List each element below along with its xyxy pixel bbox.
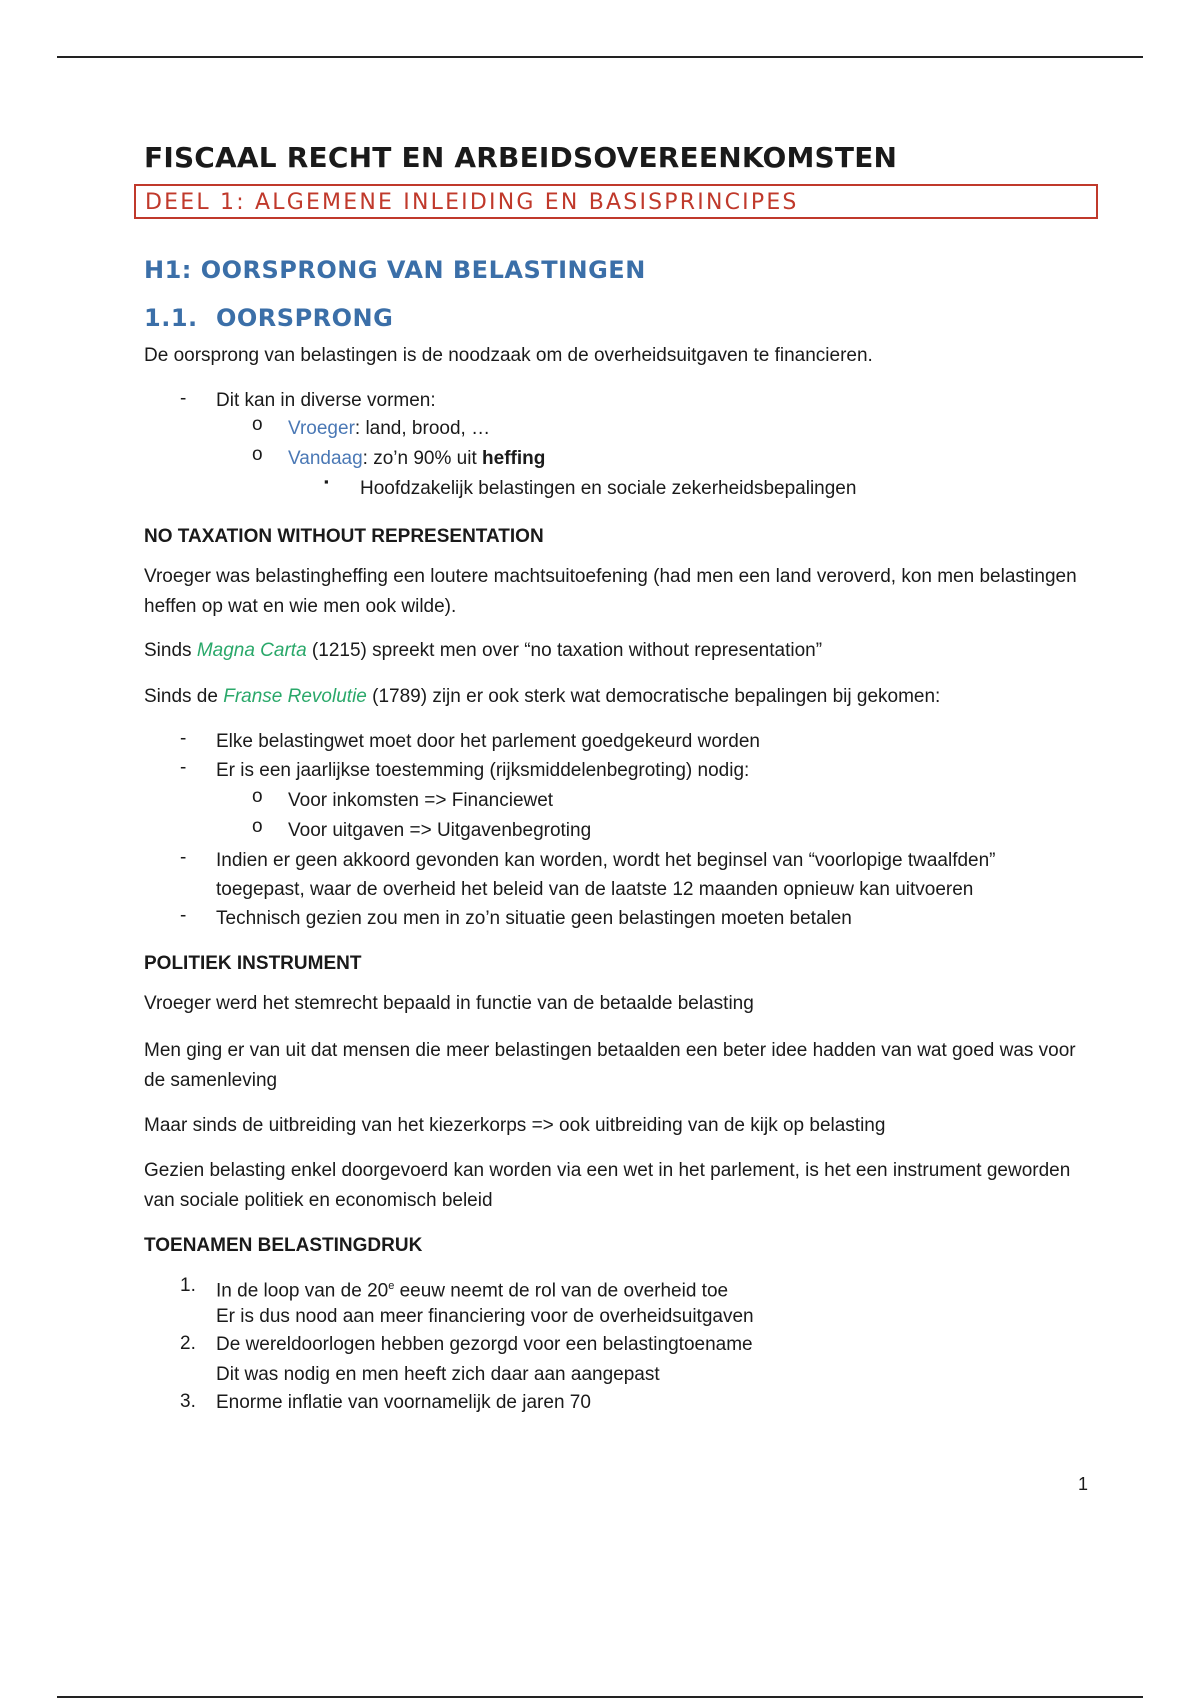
list-item: Technisch gezien zou men in zo’n situatie geen belastingen moeten betalen <box>216 908 852 929</box>
section-title: OORSPRONG <box>216 304 394 332</box>
list-number: 2. <box>180 1333 196 1354</box>
vandaag-text: : zo’n 90% uit <box>362 448 483 469</box>
list-item: Voor uitgaven => Uitgavenbegroting <box>288 820 592 841</box>
list-item-vandaag <box>288 444 545 473</box>
list-dash: - <box>180 847 187 868</box>
paragraph: Gezien belasting enkel doorgevoerd kan worden via een wet in het parlement, is het een instrument geworden van sociale politiek en economisch beleid <box>144 1160 1071 1211</box>
text: Sinds de <box>144 686 224 707</box>
document-title: FISCAAL RECHT EN ARBEIDSOVEREENKOMSTEN <box>144 141 898 174</box>
subheading-politiek-instrument: POLITIEK INSTRUMENT <box>144 953 362 974</box>
text: (1789) zijn er ook sterk wat democratische bepalingen bij gekomen: <box>366 686 941 707</box>
paragraph-franse-revolutie <box>144 682 1084 712</box>
text: (1215) spreekt men over “no taxation without representation” <box>306 640 823 661</box>
page-number: 1 <box>1078 1474 1089 1494</box>
vandaag-label: Vandaag <box>288 448 363 469</box>
text: Sinds <box>144 640 197 661</box>
text: In de loop van de 20 <box>216 1280 389 1302</box>
list-bullet-o: o <box>252 816 263 837</box>
list-dash: - <box>180 757 187 778</box>
list-number: 3. <box>180 1391 196 1412</box>
list-item: Elke belastingwet moet door het parlement goedgekeurd worden <box>216 731 760 752</box>
list-item-vroeger <box>288 414 490 443</box>
superscript: e <box>388 1280 395 1292</box>
list-item-continued: Er is dus nood aan meer financiering voor de overheidsuitgaven <box>216 1306 754 1327</box>
list-item: Voor inkomsten => Financiewet <box>288 790 554 811</box>
paragraph: Vroeger werd het stemrecht bepaald in functie van de betaalde belasting <box>144 993 754 1014</box>
list-item: Hoofdzakelijk belastingen en sociale zekerheidsbepalingen <box>360 478 857 499</box>
list-bullet-square: ▪ <box>324 474 329 489</box>
chapter-heading: H1: OORSPRONG VAN BELASTINGEN <box>144 256 646 284</box>
list-item-continued: toegepast, waar de overheid het beleid van de laatste 12 maanden opnieuw kan uitvoeren <box>216 879 974 900</box>
paragraph-magna-carta <box>144 636 1084 666</box>
list-item <box>216 1272 728 1305</box>
list-bullet-o: o <box>252 786 263 807</box>
text: eeuw neemt de rol van de overheid toe <box>394 1280 729 1302</box>
vandaag-bold: heffing <box>482 448 546 469</box>
list-item: Dit kan in diverse vormen: <box>216 390 436 411</box>
part-heading-box <box>134 184 1098 219</box>
vroeger-text: : land, brood, … <box>354 418 491 439</box>
section-number: 1.1. <box>144 304 198 332</box>
magna-carta-term: Magna Carta <box>196 640 307 661</box>
paragraph: Maar sinds de uitbreiding van het kiezerkorps => ook uitbreiding van de kijk op belasting <box>144 1115 886 1136</box>
list-item: Enorme inflatie van voornamelijk de jaren 70 <box>216 1392 591 1413</box>
list-dash: - <box>180 388 187 409</box>
subheading-toenamen-belastingdruk: TOENAMEN BELASTINGDRUK <box>144 1235 423 1256</box>
list-item-continued: Dit was nodig en men heeft zich daar aan aangepast <box>216 1364 660 1385</box>
list-bullet-o: o <box>252 444 263 465</box>
part-heading: DEEL 1: ALGEMENE INLEIDING EN BASISPRINCIPES <box>145 190 799 215</box>
franse-revolutie-term: Franse Revolutie <box>223 686 367 707</box>
list-item: Indien er geen akkoord gevonden kan worden, wordt het beginsel van “voorlopige twaalfden” <box>216 850 996 871</box>
intro-paragraph: De oorsprong van belastingen is de noodzaak om de overheidsuitgaven te financieren. <box>144 345 873 366</box>
list-bullet-o: o <box>252 414 263 435</box>
paragraph: Men ging er van uit dat mensen die meer belastingen betaalden een beter idee hadden van wat goed was voor de samenleving <box>144 1040 1076 1091</box>
subheading-no-taxation: NO TAXATION WITHOUT REPRESENTATION <box>144 526 544 547</box>
list-number: 1. <box>180 1275 196 1296</box>
paragraph: Vroeger was belastingheffing een loutere machtsuitoefening (had men een land veroverd, kon men belastingen heffen op wat en wie men ook wilde). <box>144 566 1077 617</box>
list-dash: - <box>180 728 187 749</box>
list-dash: - <box>180 905 187 926</box>
list-item: De wereldoorlogen hebben gezorgd voor een belastingtoename <box>216 1334 753 1355</box>
vroeger-label: Vroeger <box>288 418 355 439</box>
list-item: Er is een jaarlijkse toestemming (rijksmiddelenbegroting) nodig: <box>216 760 750 781</box>
top-rule <box>57 56 1143 58</box>
bottom-rule <box>57 1696 1143 1698</box>
section-heading <box>144 304 393 332</box>
